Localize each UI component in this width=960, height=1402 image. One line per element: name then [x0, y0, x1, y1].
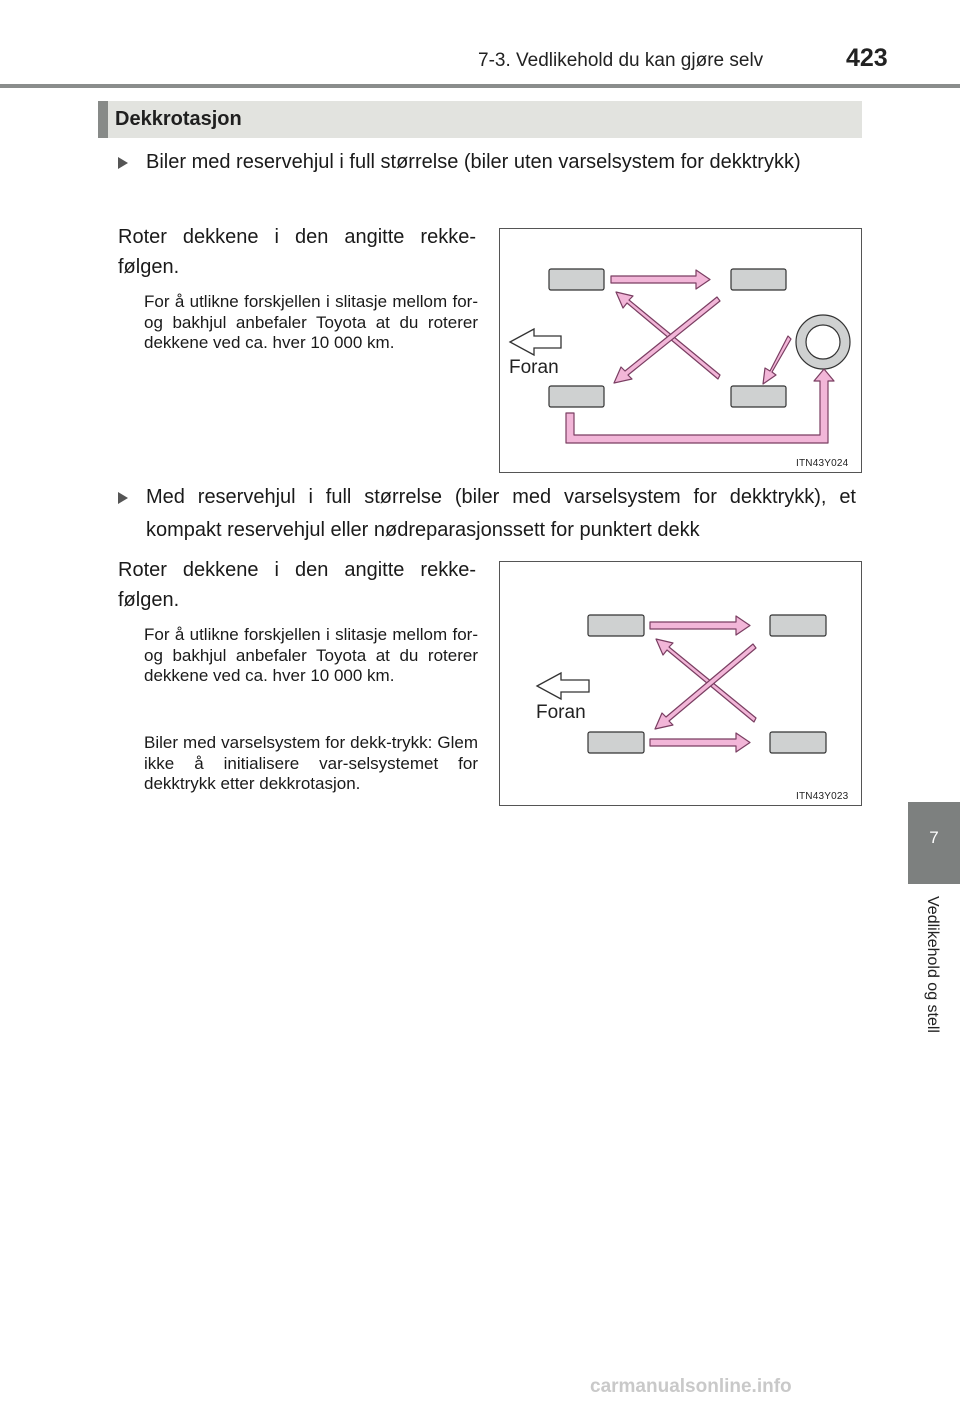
chapter-tab	[908, 802, 960, 884]
bullet-item-1-text: Biler med reservehjul i full størrelse (biler uten varselsystem for dekktrykk)	[146, 151, 801, 173]
tire-front-left	[549, 269, 604, 290]
triangle-bullet-icon	[118, 492, 128, 504]
chapter-tab-label: Vedlikehold og stell	[924, 896, 941, 1033]
arrow-rl-to-spare	[566, 369, 834, 443]
arrow-fl-to-fr	[611, 270, 710, 289]
site-watermark: carmanualsonline.info	[590, 1376, 792, 1397]
figure-code-2: ITN43Y023	[796, 791, 849, 802]
note-1: For å utlikne forskjellen i slitasje mellom for- og bakhjul anbefaler Toyota at du roterer dekkene ved ca. hver 10 000 km.	[144, 292, 478, 352]
arrow-fr-to-rl	[655, 644, 756, 729]
instruction-2: Roter dekkene i den angitte rekke-følgen.	[118, 559, 476, 611]
tire-rotation-diagram-1	[499, 228, 862, 473]
tire-rear-right	[731, 386, 786, 407]
tire-rear-left	[549, 386, 604, 407]
instruction-1: Roter dekkene i den angitte rekke-følgen.	[118, 226, 476, 278]
bullet-item-1	[118, 146, 856, 179]
tire-rotation-graphic-2	[500, 562, 863, 807]
arrow-rr-to-fl	[656, 639, 756, 722]
arrow-fr-to-rl	[614, 297, 720, 383]
tire-front-left	[588, 615, 644, 636]
tire-rear-left	[588, 732, 644, 753]
note-2a: For å utlikne forskjellen i slitasje mellom for- og bakhjul anbefaler Toyota at du roterer dekkene ved ca. hver 10 000 km.	[144, 625, 478, 685]
section-heading-bar	[98, 101, 862, 138]
front-label-2: Foran	[536, 702, 586, 723]
arrow-fl-to-fr	[650, 616, 750, 635]
section-title: Dekkrotasjon	[115, 108, 242, 130]
tire-front-right	[731, 269, 786, 290]
chapter-title: 7-3. Vedlikehold du kan gjøre selv	[478, 50, 764, 71]
tire-front-right	[770, 615, 826, 636]
front-direction-arrow-icon	[537, 673, 589, 699]
tire-rotation-diagram-2	[499, 561, 862, 806]
chapter-tab-number: 7	[929, 828, 939, 847]
front-direction-arrow-icon	[510, 329, 561, 355]
bullet-item-2	[118, 481, 856, 547]
header-divider	[0, 84, 960, 88]
arrow-spare-to-rr	[763, 336, 791, 384]
figure-code-1: ITN43Y024	[796, 458, 849, 469]
page-number: 423	[846, 44, 888, 72]
note-2b: Biler med varselsystem for dekk-trykk: Glem ikke å initialisere var-selsystemet for dekktrykk etter dekkrotasjon.	[144, 733, 478, 793]
bullet-item-2-text: Med reservehjul i full størrelse (biler med varselsystem for dekktrykk), et kompakt reservehjul eller nødreparasjonssett for punktert dekk	[146, 486, 856, 541]
triangle-bullet-icon	[118, 157, 128, 169]
front-label-1: Foran	[509, 357, 559, 378]
arrow-rl-to-rr	[650, 733, 750, 752]
section-heading-accent	[98, 101, 108, 138]
tire-rotation-graphic-1	[500, 229, 863, 474]
tire-rear-right	[770, 732, 826, 753]
